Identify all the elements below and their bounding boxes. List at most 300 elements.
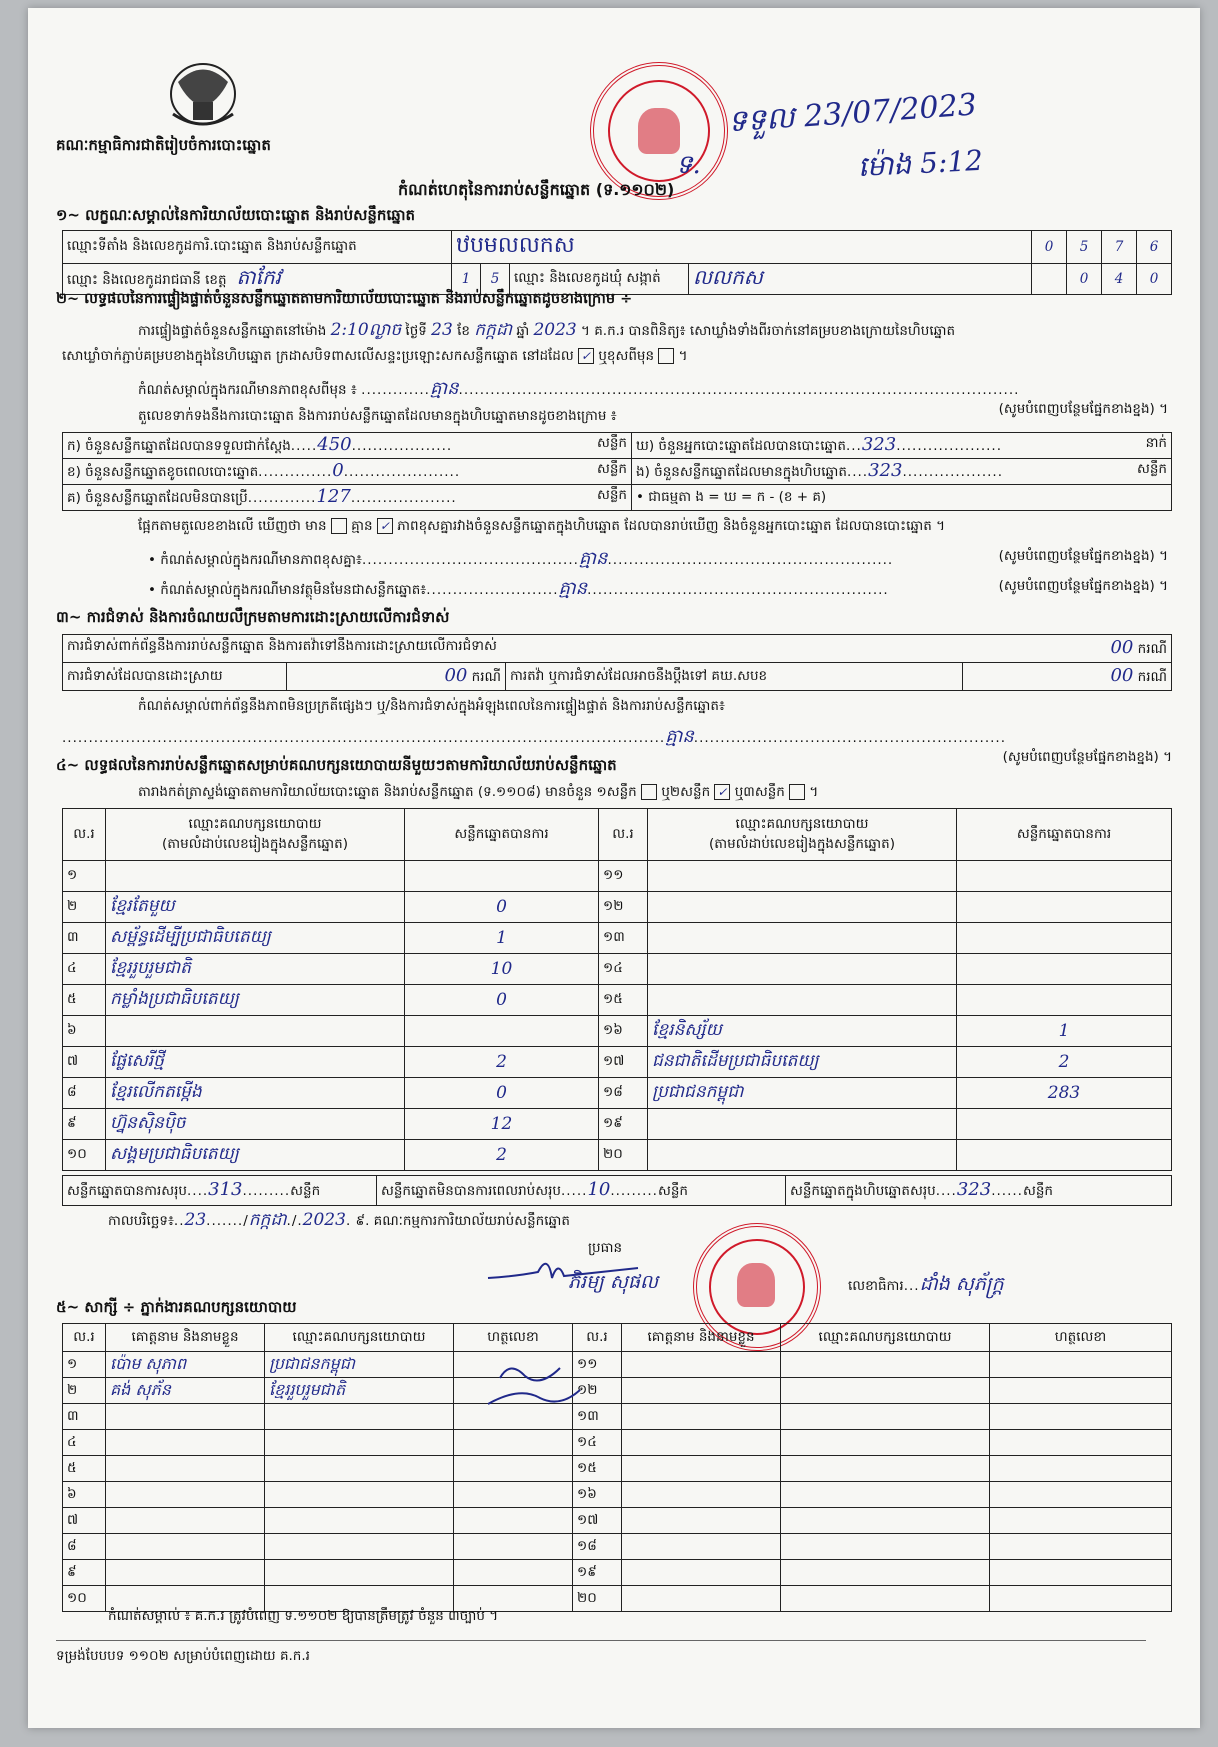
result-party: ខ្មែរលើកតម្កើង [106, 1078, 405, 1109]
three-sheet-label: ឬ៣សន្លឹក [734, 784, 785, 800]
verify-year: 2023 [533, 320, 577, 340]
receipt-date-note: ទទួល 23/07/2023 [726, 87, 978, 140]
witness-party [265, 1534, 454, 1560]
object-note-value: គ្មាន [558, 578, 588, 599]
total-invalid-label: សន្លឹកឆ្នោតមិនបានការពេលរាប់សរុប [381, 1183, 561, 1199]
witness-no: ៦ [63, 1482, 106, 1508]
discrepancy-text-c: ភាពខុសគ្នារវាងចំនួនសន្លឹកឆ្នោតក្នុងហិបឆ្នោត ដែលបានរាប់ឃើញ និងចំនួនអ្នកបោះឆ្នោត ដែលបានបោះឆ្នោត ។ [397, 518, 945, 534]
discrepancy-line [138, 518, 945, 535]
complaints-row1 [63, 635, 1172, 663]
result-votes: 12 [405, 1109, 599, 1140]
province-value: តាកែវ [236, 265, 281, 289]
has-discrepancy-checkbox[interactable] [331, 518, 347, 534]
verification-line-1 [138, 320, 955, 341]
figure-ngo-label: ង) ចំនួនសន្លឹកឆ្នោតដែលមានក្នុងហិបឆ្នោត [636, 464, 847, 480]
figure-ngo: ង) ចំនួនសន្លឹកឆ្នោតដែលមានក្នុងហិបឆ្នោត....323................... សន្លឹក [632, 459, 1172, 485]
witness-no: ១៩ [573, 1560, 622, 1586]
witness-no: ៨ [63, 1534, 106, 1560]
figure-kha: ខ) ចំនួនសន្លឹកឆ្នោតខូចពេលបោះឆ្នោត..............0...................... សន្លឹក [63, 459, 632, 485]
witness-col-party-right: ឈ្មោះគណបក្សនយោបាយ [781, 1324, 990, 1352]
witness-party [781, 1430, 990, 1456]
result-party [106, 1016, 405, 1047]
document-title: កំណត់ហេតុនៃការរាប់សន្លឹកឆ្នោត (ទ.១១០២) [398, 180, 675, 199]
same-checkbox[interactable]: ✓ [578, 348, 594, 364]
signoff-date-label: កាលបរិច្ឆេទ៖ [108, 1213, 174, 1229]
total-invalid-unit: សន្លឹក [657, 1183, 688, 1199]
one-sheet-checkbox[interactable] [641, 784, 657, 800]
document-page [28, 8, 1200, 1728]
results-col-party-left-sub: (តាមលំដាប់លេខរៀងក្នុងសន្លឹកឆ្នោត) [162, 835, 348, 852]
witness-signature [990, 1560, 1172, 1586]
result-votes: 2 [405, 1047, 599, 1078]
witness-signature [454, 1456, 573, 1482]
witness-party: ខ្មែររួបរួមជាតិ [265, 1378, 454, 1404]
total-box-cell: សន្លឹកឆ្នោតក្នុងហិបឆ្នោតសរុប....323......សន្លឹក [786, 1176, 1172, 1206]
change-note-label: កំណត់សម្គាល់ក្នុងករណីមានភាពខុសពីមុន ៖ [138, 382, 357, 398]
result-party: សង្គមប្រជាធិបតេយ្យ [106, 1140, 405, 1171]
result-party: ជនជាតិដើមប្រជាធិបតេយ្យ [648, 1047, 957, 1078]
result-votes: 0 [405, 1078, 599, 1109]
witness-party [781, 1456, 990, 1482]
witness-party [781, 1352, 990, 1378]
witness-signature [990, 1430, 1172, 1456]
complaints-row1-value: 00 [1110, 637, 1134, 658]
figure-gho-label: ឃ) ចំនួនអ្នកបោះឆ្នោតដែលបានបោះឆ្នោត [636, 438, 846, 454]
results-col-votes-left: សន្លឹកឆ្នោតបានការ [405, 809, 599, 861]
total-valid-value: 313 [208, 1179, 243, 1200]
result-votes: 10 [405, 954, 599, 985]
result-party [648, 892, 957, 923]
difference-note-line: • កំណត់សម្គាល់ក្នុងករណីមានភាពខុសគ្នា៖.........................................គ្មាន...................................................... (សូមបំពេញបន្ថែមផ្នែកខាងខ្នង) ។ [148, 548, 1168, 569]
witness-signature [454, 1482, 573, 1508]
verify-day: 23 [431, 320, 453, 340]
witness-col-name-right: គោត្តនាម និងនាមខ្លួន [622, 1324, 781, 1352]
figure-gho: ឃ) ចំនួនអ្នកបោះឆ្នោតដែលបានបោះឆ្នោត...323.................... នាក់ [632, 433, 1172, 459]
witness-row [63, 1560, 1172, 1586]
result-party: កម្លាំងប្រជាធិបតេយ្យ [106, 985, 405, 1016]
result-party: ខ្មែរតែមួយ [106, 892, 405, 923]
irregularity-note-value: គ្មាន [665, 726, 694, 747]
figure-gho-unit: នាក់ [1145, 435, 1167, 451]
change-note-hint: (សូមបំពេញបន្ថែមផ្នែកខាងខ្នង) ។ [998, 400, 1168, 417]
witness-no: ៧ [63, 1508, 106, 1534]
figures-table [62, 432, 1172, 511]
result-no: ១០ [63, 1140, 106, 1171]
results-row [63, 1016, 1172, 1047]
changed-checkbox[interactable] [658, 348, 674, 364]
result-votes [957, 861, 1172, 892]
witness-table [62, 1323, 1172, 1612]
verify-time: 2:10ល្ងាច [330, 320, 402, 340]
witness-signature [454, 1534, 573, 1560]
witness-party [265, 1404, 454, 1430]
witness-signature [454, 1560, 573, 1586]
section1-title: ១~ លក្ខណៈសម្គាល់នៃការិយាល័យបោះឆ្នោត និងរាប់សន្លឹកឆ្នោត [56, 206, 416, 224]
total-valid-unit: សន្លឹក [290, 1183, 321, 1199]
figure-ko-unit: សន្លឹក [597, 487, 627, 503]
result-party: សម្ព័ន្ធដើម្បីប្រជាធិបតេយ្យ [106, 923, 405, 954]
witness-row [63, 1456, 1172, 1482]
result-no: ១ [63, 861, 106, 892]
witness-row [63, 1534, 1172, 1560]
figure-formula: • ជាធម្មតា ង = ឃ = ក - (ខ + គ) [632, 485, 1172, 511]
witness-col-party-left: ឈ្មោះគណបក្សនយោបាយ [265, 1324, 454, 1352]
witness-signature [454, 1430, 573, 1456]
total-valid-label: សន្លឹកឆ្នោតបានការសរុប [67, 1183, 187, 1199]
result-no: ៥ [63, 985, 106, 1016]
figure-ko: គ) ចំនួនសន្លឹកឆ្នោតដែលមិនបានប្រើ.............127.................... សន្លឹក [63, 485, 632, 511]
change-note-line: កំណត់សម្គាល់ក្នុងករណីមានភាពខុសពីមុន ៖ .............គ្មាន.......................................................................................................... (សូមបំពេញបន្ថែមផ្នែកខាងខ្នង) ។ [138, 378, 1168, 417]
witness-signature [990, 1482, 1172, 1508]
appeal-cell [963, 663, 1172, 691]
secretary-label: លេខាធិការ [848, 1278, 904, 1294]
commune-code-2: 4 [1102, 264, 1137, 295]
witness-signature [990, 1352, 1172, 1378]
results-row [63, 923, 1172, 954]
signoff-date-day: 23 [184, 1210, 207, 1230]
figure-ka-unit: សន្លឹក [597, 435, 627, 451]
result-no: ៣ [63, 923, 106, 954]
result-votes: 0 [405, 892, 599, 923]
result-votes: 283 [957, 1078, 1172, 1109]
witness-party [781, 1534, 990, 1560]
result-no: ១៣ [599, 923, 648, 954]
org-name: គណៈកម្មាធិការជាតិរៀបចំការបោះឆ្នោត [56, 136, 271, 154]
results-row [63, 1140, 1172, 1171]
irregularity-note-label: កំណត់សម្គាល់ពាក់ព័ន្ធនឹងភាពមិនប្រក្រតីផ្សេងៗ ឬ/និងការជំទាស់ក្នុងអំឡុងពេលនៃការផ្ទៀងផ្ទាត់ និងការរាប់សន្លឹកឆ្នោត៖ [138, 698, 725, 714]
results-col-party-right [648, 809, 957, 861]
results-row [63, 861, 1172, 892]
receipt-time-note: ម៉ោង 5:12 [857, 143, 984, 184]
witness-col-no-left: ល.រ [63, 1324, 106, 1352]
chair-label: ប្រធាន [588, 1240, 623, 1256]
result-no: ២០ [599, 1140, 648, 1171]
witness-party [265, 1508, 454, 1534]
complaints-row1-unit: ករណី [1137, 641, 1167, 657]
witness-name [106, 1560, 265, 1586]
witness-party [265, 1560, 454, 1586]
total-box-label: សន្លឹកឆ្នោតក្នុងហិបឆ្នោតសរុប [790, 1183, 936, 1199]
location-value: ឋបមលលកស [452, 231, 1032, 264]
witness-name [106, 1430, 265, 1456]
witness-col-sign-left: ហត្ថលេខា [454, 1324, 573, 1352]
province-code-2: 5 [481, 264, 510, 295]
result-votes: 1 [957, 1016, 1172, 1047]
commune-value: លលកស [689, 264, 1032, 295]
figure-ka-value: 450 [317, 434, 352, 455]
discrepancy-text-b: គ្មាន [351, 518, 373, 534]
verify-month: កក្កដា [474, 320, 513, 340]
result-no: ៨ [63, 1078, 106, 1109]
result-no: ១៧ [599, 1047, 648, 1078]
section5-title: ៥~ សាក្សី ÷ ភ្នាក់ងារគណបក្សនយោបាយ [56, 1298, 297, 1316]
witness-party [781, 1378, 990, 1404]
province-label-text: ឈ្មោះ និងលេខកូដរាជធានី ខេត្ត [67, 272, 227, 288]
figure-ka-label: ក) ចំនួនសន្លឹកឆ្នោតដែលបានទទួលជាក់ស្តែង [67, 438, 291, 454]
results-col-party-right-title: ឈ្មោះគណបក្សនយោបាយ [735, 815, 869, 832]
footer-form-label: ទម្រង់បែបបទ ១១០២ សម្រាប់បំពេញដោយ គ.ក.រ [56, 1648, 310, 1664]
witness-signature [990, 1378, 1172, 1404]
results-table [62, 808, 1172, 1171]
object-note-line: • កំណត់សម្គាល់ក្នុងករណីមានវត្ថុមិនមែនជាសន្លឹកឆ្នោត៖.........................គ្មាន......................................................... (សូមបំពេញបន្ថែមផ្នែកខាងខ្នង) ។ [148, 578, 1168, 599]
witness-no: ៣ [63, 1404, 106, 1430]
verify-intro-b: ថ្ងៃទី [405, 323, 427, 339]
witness-no: ១៥ [573, 1456, 622, 1482]
witness-no: ២ [63, 1378, 106, 1404]
witness-signatures [480, 1358, 590, 1418]
result-party: ហ្វ៊ុនស៊ិនប៉ិច [106, 1109, 405, 1140]
witness-no: ៤ [63, 1430, 106, 1456]
witness-name [622, 1456, 781, 1482]
result-no: ១៥ [599, 985, 648, 1016]
receipt-mark: ទ. [676, 150, 701, 180]
location-code-2: 5 [1067, 231, 1102, 264]
change-note-value: គ្មាន [429, 378, 459, 399]
witness-no: ១ [63, 1352, 106, 1378]
witness-name [622, 1430, 781, 1456]
section4-title: ៤~ លទ្ធផលនៃការរាប់សន្លឹកឆ្នោតសម្រាប់គណបក្សនយោបាយនីមួយៗតាមការិយាល័យរាប់សន្លឹកឆ្នោត [56, 756, 617, 774]
figure-ka: ក) ចំនួនសន្លឹកឆ្នោតដែលបានទទួលជាក់ស្តែង.....450................... សន្លឹក [63, 433, 632, 459]
two-sheet-checkbox[interactable]: ✓ [714, 784, 730, 800]
result-party: ផ្លែសេរីថ្មី [106, 1047, 405, 1078]
results-row [63, 1047, 1172, 1078]
result-votes: 1 [405, 923, 599, 954]
witness-party [781, 1560, 990, 1586]
appeal-unit: ករណី [1137, 669, 1167, 685]
result-party: ខ្មែរនិស្ស័យ [648, 1016, 957, 1047]
difference-note-label: • កំណត់សម្គាល់ក្នុងករណីមានភាពខុសគ្នា៖ [148, 552, 362, 568]
witness-row [63, 1430, 1172, 1456]
results-col-party-left-title: ឈ្មោះគណបក្សនយោបាយ [188, 815, 322, 832]
witness-no: ១១ [573, 1352, 622, 1378]
result-party [648, 985, 957, 1016]
difference-note-hint: (សូមបំពេញបន្ថែមផ្នែកខាងខ្នង) ។ [998, 548, 1168, 564]
commune-code-3: 0 [1137, 264, 1172, 295]
result-no: ១៦ [599, 1016, 648, 1047]
witness-no: ១៤ [573, 1430, 622, 1456]
verification-line-2: សោឃ្លាំចាក់ភ្ជាប់គម្របខាងក្នុងនៃហិបឆ្នោត ក្រដាសបិទពាសលើសន្ទះប្រឡោះសកសន្លឹកឆ្នោត នៅដដែល ✓ ឬខុសពីមុន ។ [62, 348, 688, 364]
commune-code-spacer [1032, 264, 1067, 295]
witness-name [106, 1404, 265, 1430]
witness-col-sign-right: ហត្ថលេខា [990, 1324, 1172, 1352]
witness-name [106, 1508, 265, 1534]
witness-party [781, 1508, 990, 1534]
figure-ko-value: 127 [316, 486, 351, 507]
witness-no: ១៧ [573, 1508, 622, 1534]
witness-name [106, 1534, 265, 1560]
signoff-date-year: 2023 [302, 1210, 346, 1230]
witness-party [265, 1430, 454, 1456]
result-votes [405, 861, 599, 892]
figure-kha-label: ខ) ចំនួនសន្លឹកឆ្នោតខូចពេលបោះឆ្នោត [67, 464, 259, 480]
province-code-1: 1 [452, 264, 481, 295]
object-note-label: • កំណត់សម្គាល់ក្នុងករណីមានវត្ថុមិនមែនជាសន្លឹកឆ្នោត៖ [148, 582, 427, 598]
result-votes [957, 1140, 1172, 1171]
complaints-table [62, 634, 1172, 691]
witness-name [622, 1586, 781, 1612]
appeal-value: 00 [1110, 665, 1134, 686]
resolved-value: 00 [444, 665, 468, 686]
verify-intro-d: ឆ្នាំ [516, 323, 530, 339]
verify-intro-c: ខែ [457, 323, 470, 339]
witness-name: ប៉ោម សុភាព [106, 1352, 265, 1378]
witness-party [781, 1404, 990, 1430]
witness-name [106, 1482, 265, 1508]
witness-name [622, 1404, 781, 1430]
result-no: ៩ [63, 1109, 106, 1140]
witness-signature [990, 1586, 1172, 1612]
witness-no: ១៨ [573, 1534, 622, 1560]
irregularity-note-hint: (សូមបំពេញបន្ថែមផ្នែកខាងខ្នង) ។ [1002, 748, 1172, 765]
witness-row [63, 1352, 1172, 1378]
results-col-no-left: ល.រ [63, 809, 106, 861]
section2-title: ២~ លទ្ធផលនៃការផ្ទៀងផ្ទាត់ចំនួនសន្លឹកឆ្នោតតាមការិយាល័យបោះឆ្នោត និងរាប់សន្លឹកឆ្នោតដូចខាងក្រោម ÷ [56, 291, 633, 307]
location-code-4: 6 [1137, 231, 1172, 264]
result-no: ២ [63, 892, 106, 923]
result-votes [957, 985, 1172, 1016]
witness-name [622, 1378, 781, 1404]
chair-name: ភិរម្យ សុផល [568, 1271, 659, 1293]
result-party: ខ្មែររួបរួមជាតិ [106, 954, 405, 985]
witness-no: ៩ [63, 1560, 106, 1586]
two-sheet-label: ឬ២សន្លឹក [661, 784, 711, 800]
result-votes [957, 923, 1172, 954]
witness-signature [990, 1508, 1172, 1534]
result-votes: 2 [957, 1047, 1172, 1078]
witness-party [781, 1586, 990, 1612]
verify-intro-a: ការផ្ទៀងផ្ទាត់ចំនួនសន្លឹកឆ្នោតនៅម៉ោង [138, 323, 327, 339]
three-sheet-checkbox[interactable] [789, 784, 805, 800]
figure-kha-value: 0 [332, 460, 344, 481]
witness-signature [454, 1508, 573, 1534]
result-no: ៧ [63, 1047, 106, 1078]
witness-name [622, 1482, 781, 1508]
witness-name: គង់ សុភ័ន [106, 1378, 265, 1404]
witness-no: ១០ [63, 1586, 106, 1612]
commune-code-1: 0 [1067, 264, 1102, 295]
figure-ngo-value: 323 [868, 460, 903, 481]
results-row [63, 1078, 1172, 1109]
result-no: ៦ [63, 1016, 106, 1047]
figure-ngo-unit: សន្លឹក [1137, 461, 1167, 477]
tally-sheet-intro: តារាងកត់ត្រាស្ទង់ឆ្នោតតាមការិយាល័យបោះឆ្នោត និងរាប់សន្លឹកឆ្នោត (ទ.១១០៨) មានចំនួន ១សន្លឹក [138, 784, 637, 800]
total-box-value: 323 [956, 1179, 992, 1200]
result-votes [957, 892, 1172, 923]
irregularity-note-line: ..................................................................................................................គ្មាន........................................................... (សូមបំពេញបន្ថែមផ្នែកខាងខ្នង) ។ [62, 726, 1172, 765]
difference-note-value: គ្មាន [578, 548, 608, 569]
total-invalid-cell: សន្លឹកឆ្នោតមិនបានការពេលរាប់សរុប.....10.........សន្លឹក [377, 1176, 786, 1206]
witness-party [265, 1456, 454, 1482]
result-no: ១៩ [599, 1109, 648, 1140]
resolved-cell [287, 663, 506, 691]
result-party: ប្រជាជនកម្ពុជា [648, 1078, 957, 1109]
witness-name [622, 1508, 781, 1534]
witness-no: ១២ [573, 1378, 622, 1404]
appeal-label: ការតវ៉ា ឬការជំទាស់ដែលអាចនឹងប្តឹងទៅ គឃ.សបខ [506, 663, 963, 691]
tally-sheet-line: តារាងកត់ត្រាស្ទង់ឆ្នោតតាមការិយាល័យបោះឆ្នោត និងរាប់សន្លឹកឆ្នោត (ទ.១១០៨) មានចំនួន ១សន្លឹក ឬ២សន្លឹក ✓ ឬ៣សន្លឹក ។ [138, 784, 819, 800]
results-col-no-right: ល.រ [599, 809, 648, 861]
result-votes: 2 [405, 1140, 599, 1171]
witness-name [622, 1560, 781, 1586]
result-no: ១២ [599, 892, 648, 923]
results-row [63, 1109, 1172, 1140]
witness-party [781, 1482, 990, 1508]
discrepancy-text-a: ផ្អែកតាមតួលេខខាងលើ ឃើញថា មាន [138, 518, 327, 534]
result-party [648, 1140, 957, 1171]
secretary-name: ដាំង សុភ័ក្ត្រ [919, 1273, 1004, 1295]
result-party [648, 1109, 957, 1140]
result-no: ១៨ [599, 1078, 648, 1109]
location-code-1: 0 [1032, 231, 1067, 264]
witness-row [63, 1508, 1172, 1534]
total-valid-cell: សន្លឹកឆ្នោតបានការសរុប....313.........សន្លឹក [63, 1176, 377, 1206]
witness-signature [990, 1534, 1172, 1560]
result-party [648, 923, 957, 954]
total-box-unit: សន្លឹក [1022, 1183, 1053, 1199]
witness-signature [990, 1456, 1172, 1482]
object-note-hint: (សូមបំពេញបន្ថែមផ្នែកខាងខ្នង) ។ [998, 578, 1168, 594]
verify-or-label: ឬខុសពីមុន [598, 348, 655, 364]
signoff-committee: ៩. គណៈកម្មការការិយាល័យរាប់សន្លឹកឆ្នោត [355, 1213, 570, 1229]
results-col-votes-right: សន្លឹកឆ្នោតបានការ [957, 809, 1172, 861]
footer-note: កំណត់សម្គាល់ ៖ គ.ក.រ ត្រូវបំពេញ ទ.១១០២ ឱ្យបានត្រឹមត្រូវ ចំនួន ៣ច្បាប់ ។ [108, 1608, 499, 1624]
results-row [63, 892, 1172, 923]
verify-intro-e: ។ គ.ក.រ បានពិនិត្យ៖ សោឃ្លាំងទាំងពីរចាក់នៅគម្របខាងក្រោយនៃហិបឆ្នោត [581, 323, 956, 339]
commune-label: ឈ្មោះ និងលេខកូដឃុំ សង្កាត់ [510, 264, 689, 295]
result-party [106, 861, 405, 892]
section1-table [62, 230, 1172, 295]
witness-party: ប្រជាជនកម្ពុជា [265, 1352, 454, 1378]
witness-no: ១៣ [573, 1404, 622, 1430]
location-label: ឈ្មោះទីតាំង និងលេខកូដការិ.បោះឆ្នោត និងរាប់សន្លឹកឆ្នោត [63, 231, 452, 264]
signoff-date-line: កាលបរិច្ឆេទ៖..23......./កក្កដា./.2023. ៩. គណៈកម្មការការិយាល័យរាប់សន្លឹកឆ្នោត [108, 1210, 570, 1230]
resolved-unit: ករណី [471, 669, 501, 685]
result-party [648, 861, 957, 892]
signoff-date-month: កក្កដា [248, 1210, 287, 1230]
footer-divider [56, 1640, 1146, 1641]
figure-gho-value: 323 [861, 434, 897, 455]
witness-col-no-right: ល.រ [573, 1324, 622, 1352]
witness-signature [990, 1404, 1172, 1430]
location-code-3: 7 [1102, 231, 1137, 264]
results-totals [62, 1175, 1172, 1206]
witness-no: ២០ [573, 1586, 622, 1612]
results-col-party-left [106, 809, 405, 861]
result-votes: 0 [405, 985, 599, 1016]
result-votes [957, 954, 1172, 985]
witness-name [622, 1352, 781, 1378]
witness-row [63, 1482, 1172, 1508]
witness-row [63, 1378, 1172, 1404]
verify-intro-2: សោឃ្លាំចាក់ភ្ជាប់គម្របខាងក្នុងនៃហិបឆ្នោត ក្រដាសបិទពាសលើសន្ទះប្រឡោះសកសន្លឹកឆ្នោត នៅដដែល [62, 348, 574, 364]
witness-name [106, 1456, 265, 1482]
results-row [63, 954, 1172, 985]
result-no: ៤ [63, 954, 106, 985]
result-votes [957, 1109, 1172, 1140]
resolved-label: ការជំទាស់ដែលបានដោះស្រាយ [63, 663, 287, 691]
figure-kha-unit: សន្លឹក [597, 461, 627, 477]
result-party [648, 954, 957, 985]
total-invalid-value: 10 [587, 1179, 611, 1200]
witness-no: ៥ [63, 1456, 106, 1482]
witness-party [265, 1482, 454, 1508]
result-no: ១១ [599, 861, 648, 892]
result-votes [405, 1016, 599, 1047]
emblem-logo [158, 52, 248, 132]
figure-ko-label: គ) ចំនួនសន្លឹកឆ្នោតដែលមិនបានប្រើ [67, 490, 248, 506]
secretary-line: លេខាធិការ...ដាំង សុភ័ក្ត្រ [848, 1273, 1004, 1295]
no-discrepancy-checkbox[interactable]: ✓ [377, 518, 393, 534]
